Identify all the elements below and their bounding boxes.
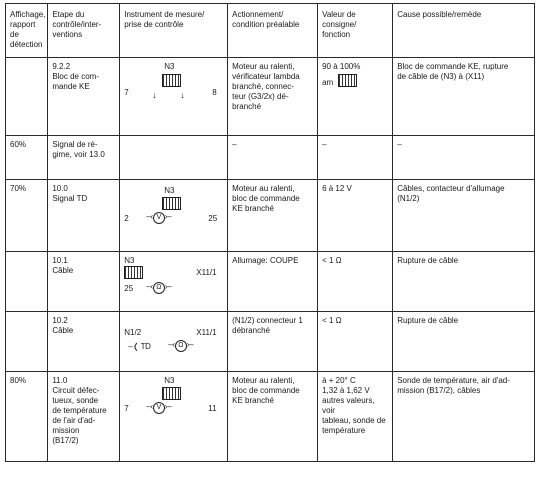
display-cell: 70% — [6, 180, 48, 252]
pin-left-label: 7 — [124, 404, 129, 413]
cause-cell: Câbles, contacteur d'allumage (N1/2) — [393, 180, 535, 252]
step-cell: 10.0 Signal TD — [48, 180, 120, 252]
instrument-cell — [120, 136, 228, 180]
instrument-cell — [120, 252, 228, 312]
pin-left-label: 7 — [124, 88, 129, 97]
table-row — [6, 372, 535, 462]
header-action: Actionnement/ condition préalable — [228, 4, 318, 58]
table-row — [6, 312, 535, 372]
arrow-down-icon: ↓ — [152, 90, 157, 100]
value-text: 90 à 100% am — [322, 62, 361, 87]
header-step: Etape du contrôle/inter- ventions — [48, 4, 120, 58]
header-instrument: Instrument de mesure/ prise de contrôle — [120, 4, 228, 58]
step-cell: 10.1 Câble — [48, 252, 120, 312]
td-connector-icon: –❬ TD — [128, 342, 151, 351]
connector-icon — [162, 74, 181, 87]
component-label: N3 — [164, 186, 175, 195]
header-value: Valeur de consigne/ fonction — [318, 4, 393, 58]
step-cell — [48, 136, 120, 180]
table-row — [6, 180, 535, 252]
pin-right-label: X11/1 — [196, 268, 217, 277]
voltmeter-icon: –‹ V ›– — [146, 402, 171, 414]
header-display: Affichage, rapport de détection — [6, 4, 48, 58]
pin-left-label: 2 — [124, 214, 129, 223]
tester-icon — [338, 74, 357, 87]
measure-diagram — [124, 184, 223, 240]
cause-cell: Rupture de câble — [393, 312, 535, 372]
step-text: Signal de ré- gime, voir 13.0 — [52, 140, 105, 159]
voltmeter-icon: –‹ V ›– — [146, 212, 171, 224]
action-cell: Allumage: COUPE — [228, 252, 318, 312]
value-cell: à + 20° C 1,32 à 1,62 V autres valeurs, voir tableau, sonde de température — [318, 372, 393, 462]
action-cell: Moteur au ralenti, vérificateur lambda branché, connec- teur (G3/2x) dé- branché — [228, 58, 318, 136]
instrument-cell — [120, 58, 228, 136]
display-cell — [6, 58, 48, 136]
instrument-cell — [120, 372, 228, 462]
display-cell — [6, 312, 48, 372]
header-row — [6, 4, 535, 58]
cause-cell: Bloc de commande KE, rupture de câble de (N3) à (X11) — [393, 58, 535, 136]
display-cell — [6, 252, 48, 312]
measure-diagram — [124, 316, 223, 360]
pin-right-label: 8 — [212, 88, 217, 97]
ohmmeter-icon: –‹ Ω ›– — [146, 282, 171, 294]
step-cell: 11.0 Circuit défec- tueux, sonde de température de l'air d'ad- mission (B17/2) — [48, 372, 120, 462]
pin-right-label: 25 — [208, 214, 218, 223]
component-label: N3 — [164, 62, 175, 71]
ohmmeter-icon: –‹ Ω ›– — [168, 340, 193, 352]
table-row — [6, 252, 535, 312]
measure-diagram — [124, 256, 223, 300]
value-cell: < 1 Ω — [318, 312, 393, 372]
instrument-cell — [120, 180, 228, 252]
step-cell: 10.2 Câble — [48, 312, 120, 372]
instrument-cell — [120, 312, 228, 372]
cause-cell: Rupture de câble — [393, 252, 535, 312]
action-cell: – — [228, 136, 318, 180]
action-cell: Moteur au ralenti, bloc de commande KE branché — [228, 180, 318, 252]
table-row — [6, 58, 535, 136]
display-cell: 80% — [6, 372, 48, 462]
component-label: N3 — [124, 256, 135, 265]
header-cause: Cause possible/remède — [393, 4, 535, 58]
step-cell: 9.2.2 Bloc de com- mande KE — [48, 58, 120, 136]
pin-right-label: X11/1 — [196, 328, 217, 337]
measure-diagram — [124, 376, 223, 432]
component-label: N3 — [164, 376, 175, 385]
cause-cell: Sonde de température, air d'ad- mission (B17/2), câbles — [393, 372, 535, 462]
arrow-down-icon: ↓ — [180, 90, 185, 100]
measure-diagram — [124, 62, 223, 118]
connector-icon — [162, 387, 181, 400]
display-cell: 60% — [6, 136, 48, 180]
value-cell: – — [318, 136, 393, 180]
diagnostic-table — [5, 3, 535, 462]
action-cell: (N1/2) connecteur 1 débranché — [228, 312, 318, 372]
component-label: N1/2 — [124, 328, 142, 337]
table-row — [6, 136, 535, 180]
pin-right-label: 11 — [208, 404, 217, 413]
value-cell — [318, 58, 393, 136]
connector-icon — [124, 266, 143, 279]
cause-cell: – — [393, 136, 535, 180]
value-cell: < 1 Ω — [318, 252, 393, 312]
action-cell: Moteur au ralenti, bloc de commande KE branché — [228, 372, 318, 462]
pin-left-label: 25 — [124, 284, 134, 293]
connector-icon — [162, 197, 181, 210]
value-cell: 6 à 12 V — [318, 180, 393, 252]
